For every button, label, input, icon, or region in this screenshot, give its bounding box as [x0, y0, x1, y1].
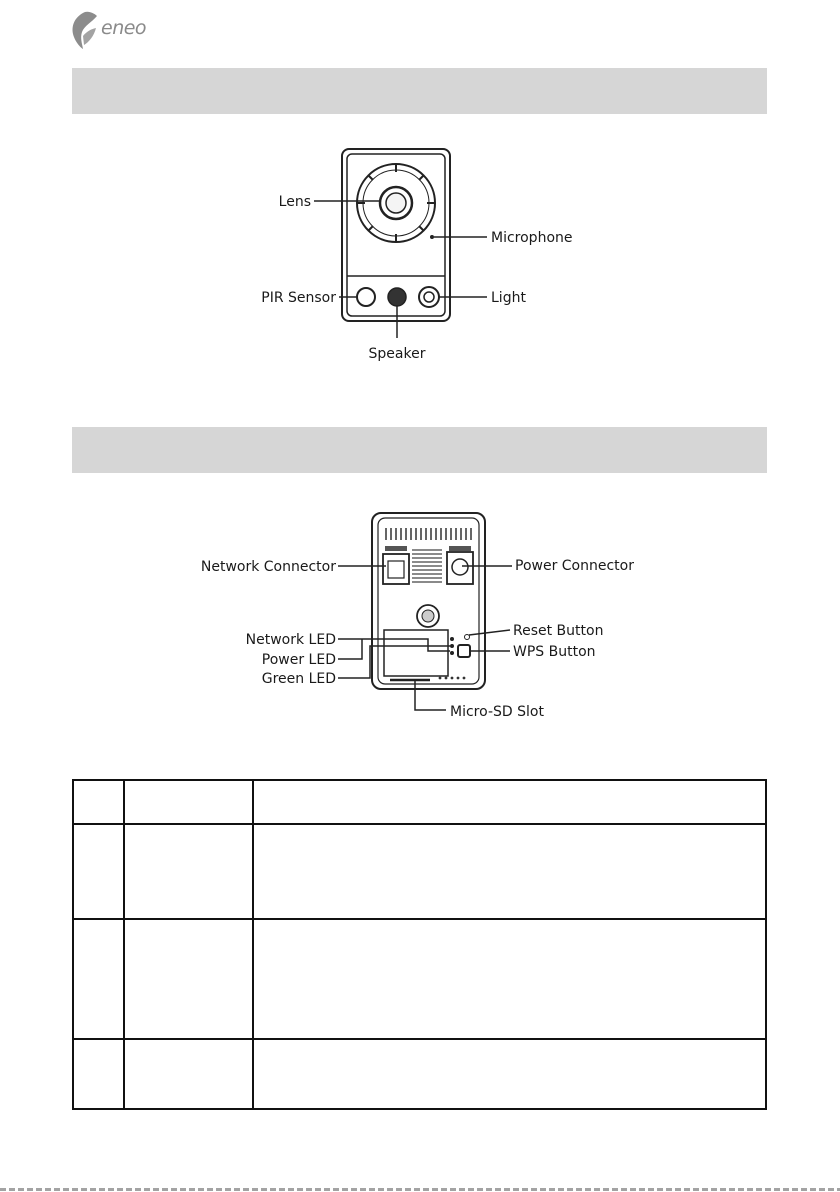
table-row — [73, 1039, 766, 1109]
table-header-row — [73, 780, 766, 824]
label-speaker: Speaker — [368, 346, 426, 362]
table-row — [73, 824, 766, 919]
table-cell — [124, 1039, 253, 1109]
label-micro-sd-slot: Micro-SD Slot — [450, 704, 544, 720]
table-cell — [253, 824, 766, 919]
wps-button — [458, 645, 470, 657]
table-cell — [253, 919, 766, 1039]
table-cell — [73, 824, 124, 919]
info-table — [72, 779, 767, 1110]
table-cell — [73, 919, 124, 1039]
label-network-connector: Network Connector — [200, 559, 336, 575]
label-reset-button: Reset Button — [513, 623, 604, 639]
label-wps-button: WPS Button — [513, 644, 596, 660]
label-network-led: Network LED — [245, 632, 336, 648]
rear-panel — [384, 630, 448, 676]
label-green-led: Green LED — [261, 671, 336, 687]
page-bottom-rule — [0, 1188, 840, 1191]
label-pir-sensor: PIR Sensor — [261, 290, 336, 306]
table-header-cell — [124, 780, 253, 824]
power-led — [450, 644, 454, 648]
label-power-connector: Power Connector — [515, 558, 634, 574]
table-cell — [124, 919, 253, 1039]
label-lens: Lens — [278, 194, 311, 210]
table-header-cell — [73, 780, 124, 824]
network-led — [450, 637, 454, 641]
brand-wordmark: eneo — [101, 17, 147, 39]
reset-button-hole — [465, 635, 470, 640]
label-light: Light — [491, 290, 526, 306]
table-cell — [124, 824, 253, 919]
table-header-cell — [253, 780, 766, 824]
table-cell — [73, 1039, 124, 1109]
green-led — [450, 651, 454, 655]
table-cell — [253, 1039, 766, 1109]
table-row — [73, 919, 766, 1039]
label-power-led: Power LED — [261, 652, 336, 668]
label-microphone: Microphone — [491, 230, 573, 246]
